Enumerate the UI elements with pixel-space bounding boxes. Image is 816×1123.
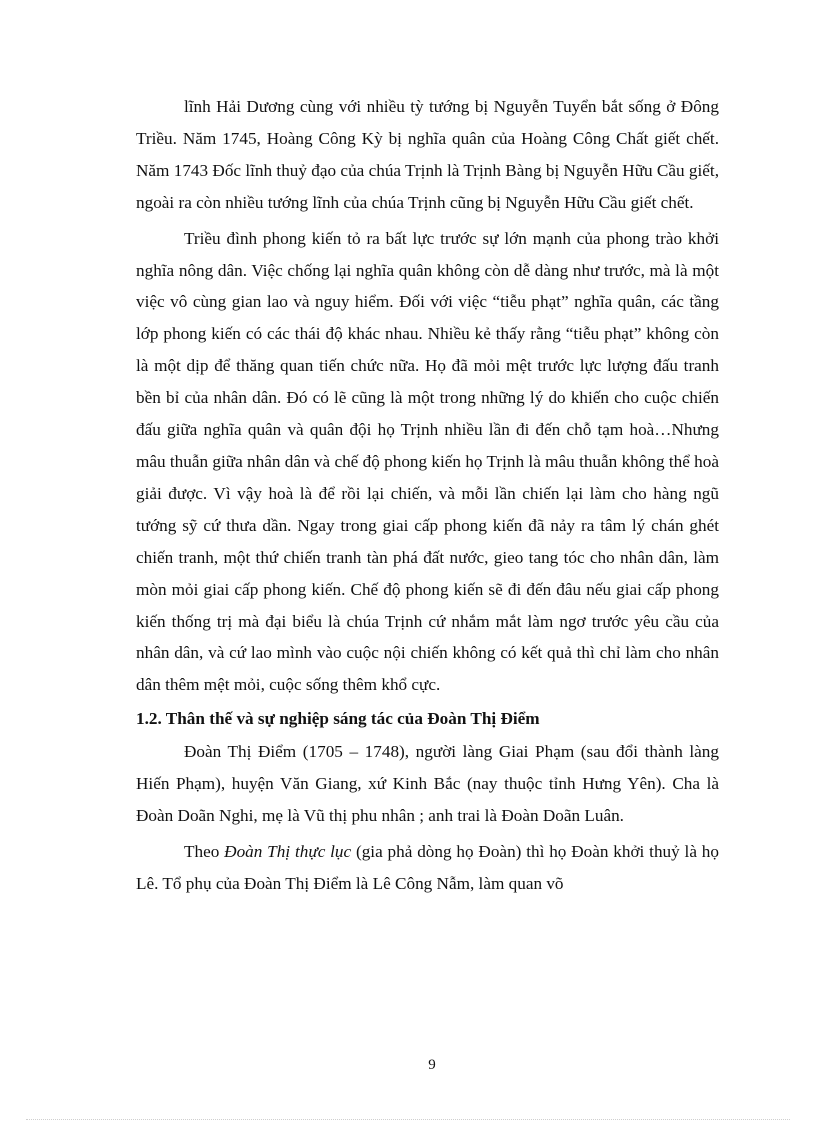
page-number: 9 <box>428 1057 436 1073</box>
paragraph-4 <box>136 836 719 900</box>
page-body <box>136 91 719 900</box>
paragraph-4-end: (gia phả dòng họ Đoàn) thì họ Đoàn khởi thuỷ là họ Lê. Tổ phụ của Đoàn Thị Điểm là Lê Công Nẫm, làm quan võ <box>136 841 719 893</box>
paragraph-3: Đoàn Thị Điểm (1705 – 1748), người làng Giai Phạm (sau đổi thành làng Hiến Phạm), huyện Văn Giang, xứ Kinh Bắc (nay thuộc tỉnh Hưng Yên). Cha là Đoàn Doãn Nghi, mẹ là Vũ thị phu nhân ; anh trai là Đoàn Doãn Luân. <box>136 742 719 825</box>
paragraph-2: Triều đình phong kiến tỏ ra bất lực trước sự lớn mạnh của phong trào khởi nghĩa nông dân. Việc chống lại nghĩa quân không còn dễ dàng như trước, mà là một việc vô cùng gian lao và nguy hiểm. Đối với việc “tiễu phạt” nghĩa quân, các tầng lớp phong kiến có các thái độ khác nhau. Nhiều kẻ thấy rằng “tiễu phạt” không còn là một dịp để thăng quan tiến chức nữa. Họ đã mỏi mệt trước lực lượng đấu tranh bền bỉ của nhân dân. Đó có lẽ cũng là một trong những lý do khiến cho cuộc chiến đấu giữa nghĩa quân và quân đội họ Trịnh nhiều lần đi đến chỗ tạm hoà…Nhưng mâu thuẫn giữa nhân dân và chế độ phong kiến họ Trịnh là mâu thuẫn không thể hoà giải được. Vì vậy hoà là để rồi lại chiến, và mỗi lần chiến lại làm cho hàng ngũ tướng sỹ cứ thưa dần. Ngay trong giai cấp phong kiến đã nảy ra tâm lý chán ghét chiến tranh, một thứ chiến tranh tàn phá đất nước, gieo tang tóc cho nhân dân, làm mòn mỏi giai cấp phong kiến. Chế độ phong kiến sẽ đi đến đâu nếu giai cấp phong kiến thống trị mà đại biểu là chúa Trịnh cứ nhắm mắt làm ngơ trước yêu cầu của nhân dân, và cứ lao mình vào cuộc nội chiến không có kết quả thì chỉ làm cho nhân dân thêm mệt mỏi, cuộc sống thêm khổ cực. <box>136 228 719 695</box>
footer-divider <box>26 1119 790 1120</box>
book-title: Đoàn Thị thực lục <box>224 841 352 861</box>
paragraph-1: lĩnh Hải Dương cùng với nhiều tỳ tướng bị Nguyễn Tuyển bắt sống ở Đông Triều. Năm 1745, Hoàng Công Kỳ bị nghĩa quân của Hoàng Công Chất giết chết. Năm 1743 Đốc lĩnh thuỷ đạo của chúa Trịnh là Trịnh Bàng bị Nguyễn Hữu Cầu giết, ngoài ra còn nhiều tướng lĩnh của chúa Trịnh cũng bị Nguyễn Hữu Cầu giết chết. <box>136 97 719 212</box>
section-heading: 1.2. Thân thế và sự nghiệp sáng tác của Đoàn Thị Điểm <box>136 709 540 729</box>
paragraph-4-start: Theo <box>184 841 225 861</box>
